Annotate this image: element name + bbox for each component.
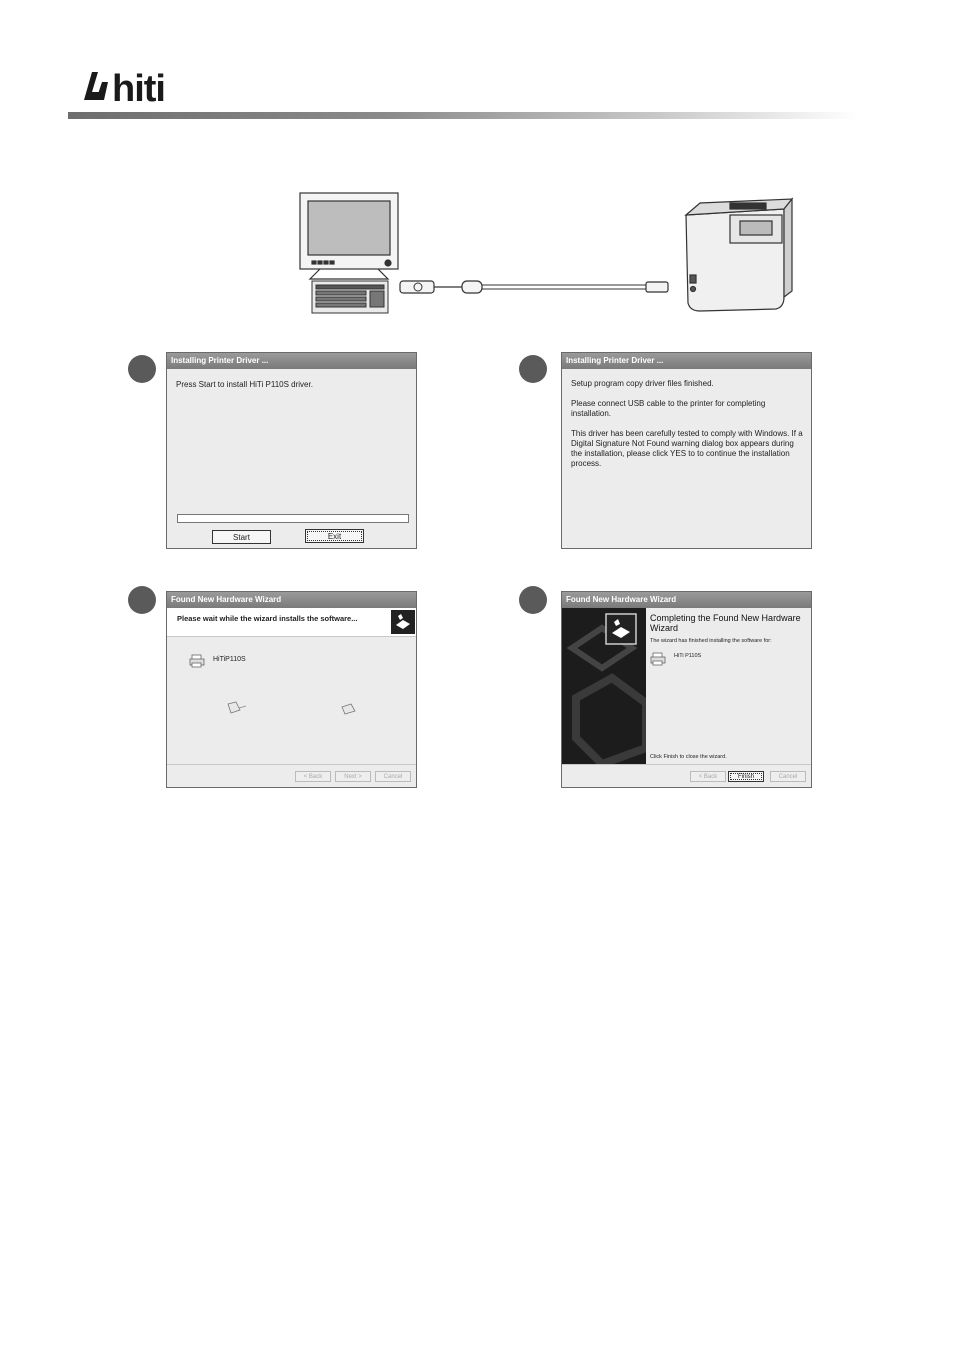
printer-icon (650, 652, 666, 666)
header-rule (68, 112, 858, 119)
hardware-wizard-icon (391, 610, 415, 634)
dialog-title: Installing Printer Driver ... (562, 353, 811, 369)
pc-printer-usb-illustration (290, 185, 810, 320)
back-button[interactable]: < Back (295, 771, 331, 782)
wizard-finish-instruction: Click Finish to close the wizard. (650, 754, 727, 760)
wizard-side-panel (562, 608, 646, 764)
dialog-message: Press Start to install HiTi P110S driver. (176, 380, 313, 389)
cancel-button[interactable]: Cancel (375, 771, 411, 782)
file-copy-target-icon (339, 702, 359, 716)
device-name: HiTiP110S (213, 656, 246, 663)
printer-icon (686, 199, 792, 311)
brand-name: hiti (112, 68, 165, 108)
dialog-title: Found New Hardware Wizard (167, 592, 416, 608)
dialog-install-start (166, 352, 417, 549)
footer-separator (167, 764, 416, 765)
back-button[interactable]: < Back (690, 771, 726, 782)
signature-warning-text: This driver has been carefully tested to comply with Windows. If a Digital Signature Not Found warning dialog box appears during the installation, please click YES to to continue the installation process. (571, 429, 803, 468)
cancel-button[interactable]: Cancel (770, 771, 806, 782)
usb-cable-icon (400, 281, 668, 293)
file-copy-source-icon (225, 700, 249, 716)
hiti-logo (82, 68, 202, 108)
exit-button[interactable]: Exit (305, 529, 364, 543)
device-name: HiTi P110S (674, 653, 702, 659)
copy-finished-text: Setup program copy driver files finished. (571, 379, 714, 388)
dialog-wizard-complete (561, 591, 812, 788)
step-4-marker (519, 586, 547, 614)
step-1-marker (128, 355, 156, 383)
dialog-title: Found New Hardware Wizard (562, 592, 811, 608)
dialog-title: Installing Printer Driver ... (167, 353, 416, 369)
monitor-icon (300, 193, 398, 279)
dialog-wizard-installing (166, 591, 417, 788)
wizard-finished-subtext: The wizard has finished installing the software for: (650, 638, 772, 644)
wizard-complete-heading: Completing the Found New Hardware Wizard (650, 613, 801, 633)
start-button[interactable]: Start (212, 530, 271, 544)
wizard-header-text: Please wait while the wizard installs the software... (177, 614, 358, 623)
install-progress-bar (177, 514, 409, 523)
dialog-install-finished (561, 352, 812, 549)
finish-button[interactable]: Finish (728, 771, 764, 782)
step-2-marker (519, 355, 547, 383)
footer-separator (562, 764, 811, 765)
keyboard-icon (312, 281, 388, 313)
step-3-marker (128, 586, 156, 614)
printer-icon (189, 654, 205, 668)
wizard-header (167, 608, 416, 637)
connect-usb-text: Please connect USB cable to the printer for completing installation. (571, 399, 766, 418)
next-button[interactable]: Next > (335, 771, 371, 782)
